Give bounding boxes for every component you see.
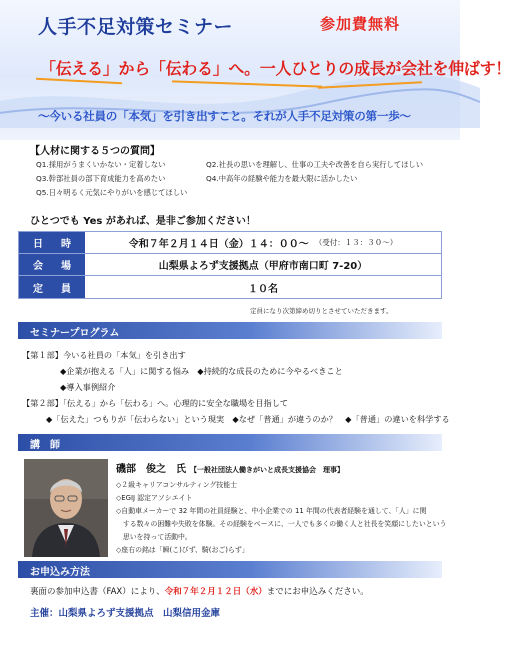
speaker-portrait-image xyxy=(24,459,108,557)
capacity-value: １０名 xyxy=(248,283,278,295)
row-label-date: 日 時 xyxy=(19,232,85,253)
event-info-table xyxy=(18,231,442,299)
speaker-bio-line: ◇２級キャリアコンサルティング技能士 xyxy=(116,481,238,489)
speaker-bio-line: ◇自動車メーカーで 32 年間の社員経験と、中小企業での 11 年間の代表者経験を通して、「人」に関 xyxy=(116,507,427,515)
catchphrase: 「伝える」から「伝わる」へ。一人ひとりの成長が会社を伸ばす！ xyxy=(40,59,511,78)
date-value: 令和７年２月１４日（金）１４：００～ （受付：１３：３０～） xyxy=(128,238,398,250)
program-part2: 【第２部】「伝える」から「伝わる」へ。心理的に安全な職場を目指して xyxy=(22,398,289,408)
row-label-venue: 会 場 xyxy=(19,254,85,275)
program-part1: 【第１部】今いる社員の「本気」を引き出す xyxy=(22,350,186,360)
speaker-bio-line: 思いを持って活動中。 xyxy=(116,533,192,541)
program-section-bar xyxy=(18,322,442,339)
apply-instructions: 裏面の参加申込書（FAX）により、令和７年２月１２日（水）までにお申込みください。 xyxy=(30,587,369,597)
row-label-capacity: 定 員 xyxy=(19,276,85,298)
speaker-section-bar xyxy=(18,434,442,451)
apply-section-bar xyxy=(18,561,442,578)
apply-heading: お申込み方法 xyxy=(30,567,90,578)
table-row xyxy=(19,254,441,276)
program-item: ◆「伝えた」つもりが「伝わらない」という現実 ◆なぜ「普通」が違うのか？ ◆「普通」の違いを科学する xyxy=(46,414,450,424)
speaker-organization: 【一般社団法人働きがいと成長支援協会 理事】 xyxy=(190,466,344,474)
free-admission-badge: 参加費無料 xyxy=(320,15,401,33)
table-row xyxy=(19,232,441,254)
participation-call: ひとつでも Yes があれば、是非ご参加ください！ xyxy=(30,216,256,227)
organizer: 主催：山梨県よろず支援拠点 山梨信用金庫 xyxy=(30,608,221,619)
speaker-name: 磯部 俊之 氏 【一般社団法人働きがいと成長支援協会 理事】 xyxy=(116,464,344,475)
speaker-photo xyxy=(24,459,108,557)
seminar-title: 人手不足対策セミナー xyxy=(38,16,234,38)
question-item: Q4.中高年の経験や能力を最大限に活かしたい xyxy=(206,174,358,183)
question-item: Q1.採用がうまくいかない・定着しない xyxy=(36,160,166,169)
question-item: Q5.日々明るく元気にやりがいを感じてほしい xyxy=(36,188,188,197)
capacity-note: 定員になり次第締め切りとさせていただきます。 xyxy=(250,307,393,315)
speaker-bio-line: する数々の困難や失敗を体験。その経験をベースに、一人でも多くの働く人と社長を笑顔にしたいという xyxy=(116,520,447,528)
speaker-heading: 講 師 xyxy=(30,440,60,451)
questions-heading: 【人材に関する５つの質問】 xyxy=(30,146,160,157)
header-banner xyxy=(0,0,511,140)
speaker-bio-line: ◇座右の銘は「瞬(こ)びず、騎(おご)らず」 xyxy=(116,546,249,554)
speaker-bio-line: ◇EGIJ 認定アソシエイト xyxy=(116,494,193,502)
question-item: Q2.社長の思いを理解し、仕事の工夫や改善を自ら実行してほしい xyxy=(206,160,424,169)
venue-value: 山梨県よろず支援拠点（甲府市南口町 7-20） xyxy=(158,261,368,272)
program-item: ◆導入事例紹介 xyxy=(60,382,116,392)
program-item: ◆企業が抱える「人」に関する悩み ◆持続的な成長のために今やるべきこと xyxy=(60,366,343,376)
deadline: 令和７年２月１２日（水） xyxy=(164,587,267,597)
table-row xyxy=(19,276,441,298)
question-item: Q3.幹部社員の部下育成能力を高めたい xyxy=(36,174,166,183)
subtitle: ～今いる社員の「本気」を引き出すこと。それが人手不足対策の第一歩～ xyxy=(38,109,411,123)
program-heading: セミナープログラム xyxy=(30,328,120,339)
